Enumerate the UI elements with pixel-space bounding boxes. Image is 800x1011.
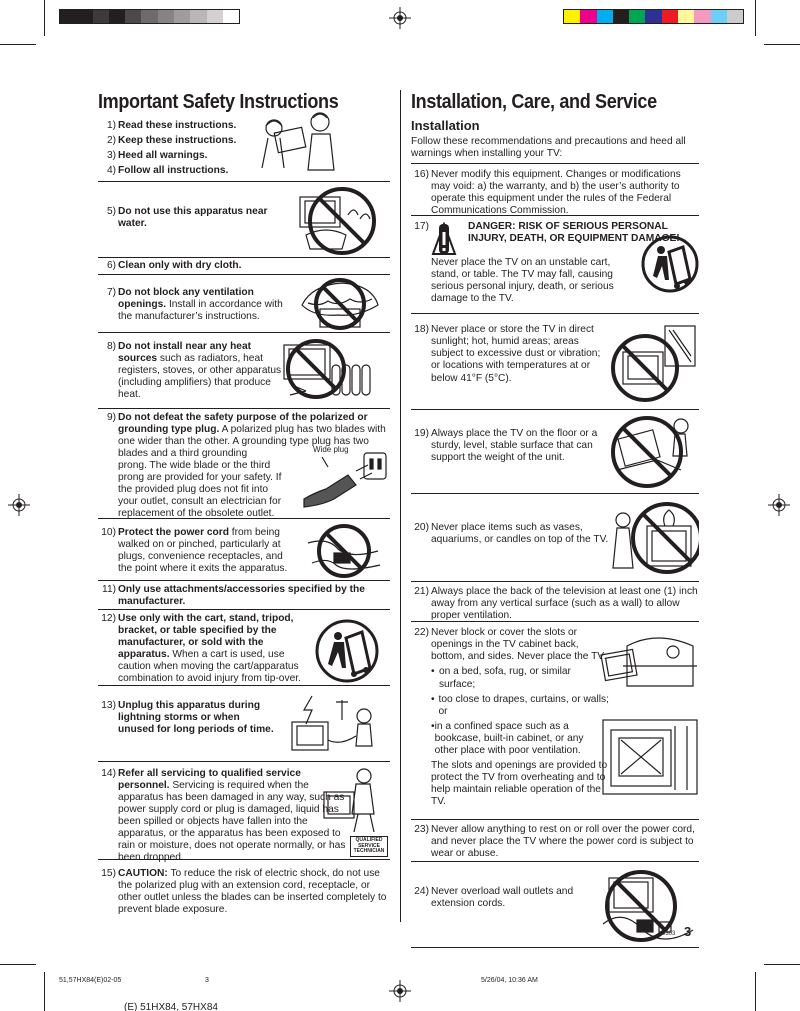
grayscale-bar xyxy=(59,9,240,24)
right-column xyxy=(411,118,699,948)
danger-warning-icon xyxy=(431,222,459,256)
column-divider xyxy=(400,90,401,922)
list-item: 1) Read these instructions. xyxy=(106,120,237,131)
instruction-14: 14) Refer all servicing to qualified service personnel. Servicing is required when the apparatus has been damaged in any way, such as power supply cord or plug is damaged, liquid has been spilled or objects have fallen into the apparatus, or the apparatus has been exposed to rain or moisture, does not operate normally, or has been dropped. QUALIFIED SERVICE TECHNICIAN xyxy=(98,762,390,860)
color-bar xyxy=(563,9,744,24)
instruction-6: 6) Clean only with dry cloth. xyxy=(98,258,390,275)
color-swatch xyxy=(93,10,109,23)
vase-on-tv-illustration xyxy=(607,496,699,580)
list-item: • too close to drapes, curtains, or walls; or xyxy=(431,693,609,717)
crop-mark xyxy=(755,972,756,1011)
lightning-storm-illustration xyxy=(282,690,384,758)
crop-mark xyxy=(44,972,45,1011)
instruction-7: 7) Do not block any ventilation openings. Install in accordance with the manufacturer’s instructions. xyxy=(98,275,390,333)
heat-source-illustration xyxy=(276,337,384,405)
instruction-17: 17) DANGER: RISK OF SERIOUS PERSONAL INJURY, DEATH, OR EQUIPMENT DAMAGE! Never place the TV on an unstable cart, stand, or table. The TV may fall, causing serious personal injury, death, or serious damage to the TV. xyxy=(411,216,699,314)
crop-mark xyxy=(0,964,36,965)
instruction-19: 19) Always place the TV on the floor or a sturdy, level, stable surface that can support the weight of the unit. xyxy=(411,410,699,494)
instruction-18: 18) Never place or store the TV in direct sunlight; hot, humid areas; areas subject to excessive dust or vibration; or locations with temperatures at or below 41°F (5°C). xyxy=(411,314,699,410)
color-swatch xyxy=(174,10,190,23)
instruction-15: 15) CAUTION: To reduce the risk of electric shock, do not use the polarized plug with an extension cord, receptacle, or other outlet unless the blades can be inserted completely to prevent blade exposure. xyxy=(101,868,387,916)
registration-mark-icon xyxy=(768,494,790,516)
crop-mark xyxy=(0,44,36,45)
color-swatch xyxy=(613,10,629,23)
color-swatch xyxy=(711,10,727,23)
color-swatch xyxy=(694,10,710,23)
file-page: 3 xyxy=(205,977,209,984)
color-swatch xyxy=(207,10,223,23)
color-swatch xyxy=(158,10,174,23)
instruction-12: 12) Use only with the cart, stand, tripod, bracket, or table specified by the manufacturer, or sold with the apparatus. When a cart is used, use caution when moving the cart/apparatus combination to avoid injury from tip-over. xyxy=(98,610,390,686)
reading-people-illustration xyxy=(258,112,343,176)
print-date: 5/26/04, 10:36 AM xyxy=(481,977,538,984)
color-swatch xyxy=(662,10,678,23)
service-technician-illustration xyxy=(320,766,386,836)
print-code: 0303 xyxy=(662,931,676,937)
color-swatch xyxy=(727,10,743,23)
page-title-safety: Important Safety Instructions xyxy=(98,90,339,113)
color-swatch xyxy=(190,10,206,23)
list-item: • in a confined space such as a bookcase, built-in cabinet, or any other place with poor ventilation. xyxy=(431,720,584,756)
color-swatch xyxy=(76,10,92,23)
crop-mark xyxy=(764,964,800,965)
color-swatch xyxy=(678,10,694,23)
crop-mark xyxy=(764,44,800,45)
crop-mark xyxy=(755,0,756,36)
model-footer: (E) 51HX84, 57HX84 xyxy=(124,1002,218,1011)
sunlight-illustration xyxy=(609,320,699,404)
instruction-22: 22) Never block or cover the slots or openings in the TV cabinet back, bottom, and sides. Never place the TV: • on a bed, sofa, rug, or similar surface; • too close to drapes, curtains, or walls; or • in a confined space such as a bookcase, built-in cabinet, or any other place with poor ventilation. The slots and openings are provided to protect the TV from overheating and to help maintain reliable operation of the TV. xyxy=(411,622,699,820)
registration-mark-icon xyxy=(389,980,411,1002)
unstable-cart-icon xyxy=(641,234,699,294)
color-swatch xyxy=(597,10,613,23)
section-subtitle: Installation xyxy=(411,118,480,133)
instruction-21: 21) Always place the back of the television at least one (1) inch away from any vertical surface (such as a wall) to allow proper ventilation. xyxy=(411,582,699,622)
color-swatch xyxy=(629,10,645,23)
left-column xyxy=(98,118,390,930)
instruction-13: 13) Unplug this apparatus during lightning storms or when unused for long periods of time. xyxy=(98,686,390,762)
color-swatch xyxy=(645,10,661,23)
water-warning-illustration xyxy=(288,185,384,255)
color-swatch xyxy=(223,10,239,23)
ventilation-illustration xyxy=(294,277,384,331)
instruction-1-4 xyxy=(98,118,390,182)
intro-text: Follow these recommendations and precautions and heed all warnings when installing your TV: xyxy=(411,136,699,164)
wide-plug-caption: Wide plug xyxy=(313,445,349,454)
list-item: 3) Heed all warnings. xyxy=(106,150,208,162)
registration-mark-icon xyxy=(8,494,30,516)
color-swatch xyxy=(125,10,141,23)
color-swatch xyxy=(580,10,596,23)
list-item: 2) Keep these instructions. xyxy=(106,135,237,147)
instruction-23: 23) Never allow anything to rest on or roll over the power cord, and never place the TV where the power cord is subject to wear or abuse. xyxy=(411,820,699,862)
plug-illustration xyxy=(294,449,390,509)
instruction-16: 16) Never modify this equipment. Changes or modifications may void: a) the warranty, and b) the user’s authority to operate this equipment under the rules of the Federal Communications Commission. xyxy=(411,164,699,216)
color-swatch xyxy=(564,10,580,23)
instruction-list xyxy=(98,118,390,177)
qualified-service-badge: QUALIFIED SERVICE TECHNICIAN xyxy=(350,836,388,857)
page-title-installation: Installation, Care, and Service xyxy=(411,90,657,113)
color-swatch xyxy=(60,10,76,23)
crop-mark xyxy=(44,0,45,36)
color-swatch xyxy=(141,10,157,23)
list-item: • on a bed, sofa, rug, or similar surface; xyxy=(431,666,571,690)
page-number: 3 xyxy=(684,924,692,939)
instruction-11: 11) Only use attachments/accessories specified by the manufacturer. xyxy=(98,581,390,610)
sofa-illustration xyxy=(597,626,699,702)
stable-surface-illustration xyxy=(607,412,699,492)
list-item: 4) Follow all instructions. xyxy=(106,165,229,177)
power-cord-illustration xyxy=(304,523,384,579)
instruction-20: 20) Never place items such as vases, aquariums, or candles on top of the TV. xyxy=(411,494,699,582)
instruction-5: 5) Do not use this apparatus near water. xyxy=(98,182,390,258)
instruction-9: 9) Do not defeat the safety purpose of the polarized or grounding type plug. A polarized plug has two blades with one wider than the other. A grounding type plug has two blades and a third grounding prong. The wide blade or the third prong are provided for your safety. If the provided plug does not fit into your outlet, consult an electrician for replacement of the obsolete outlet. Wide plug xyxy=(98,409,390,519)
color-swatch xyxy=(109,10,125,23)
instruction-24: 24) Never overload wall outlets and extension cords. xyxy=(411,862,699,948)
cabinet-illustration xyxy=(601,718,699,798)
instruction-8: 8) Do not install near any heat sources such as radiators, heat registers, stoves, or other apparatus (including amplifiers) that produce heat. xyxy=(98,333,390,409)
registration-mark-icon xyxy=(389,7,411,29)
file-name: 51,57HX84(E)02-05 xyxy=(59,977,122,984)
cart-tipover-icon xyxy=(314,618,380,684)
instruction-10: 10) Protect the power cord from being walked on or pinched, particularly at plugs, convenience receptacles, and the point where it exits the apparatus. xyxy=(98,519,390,581)
